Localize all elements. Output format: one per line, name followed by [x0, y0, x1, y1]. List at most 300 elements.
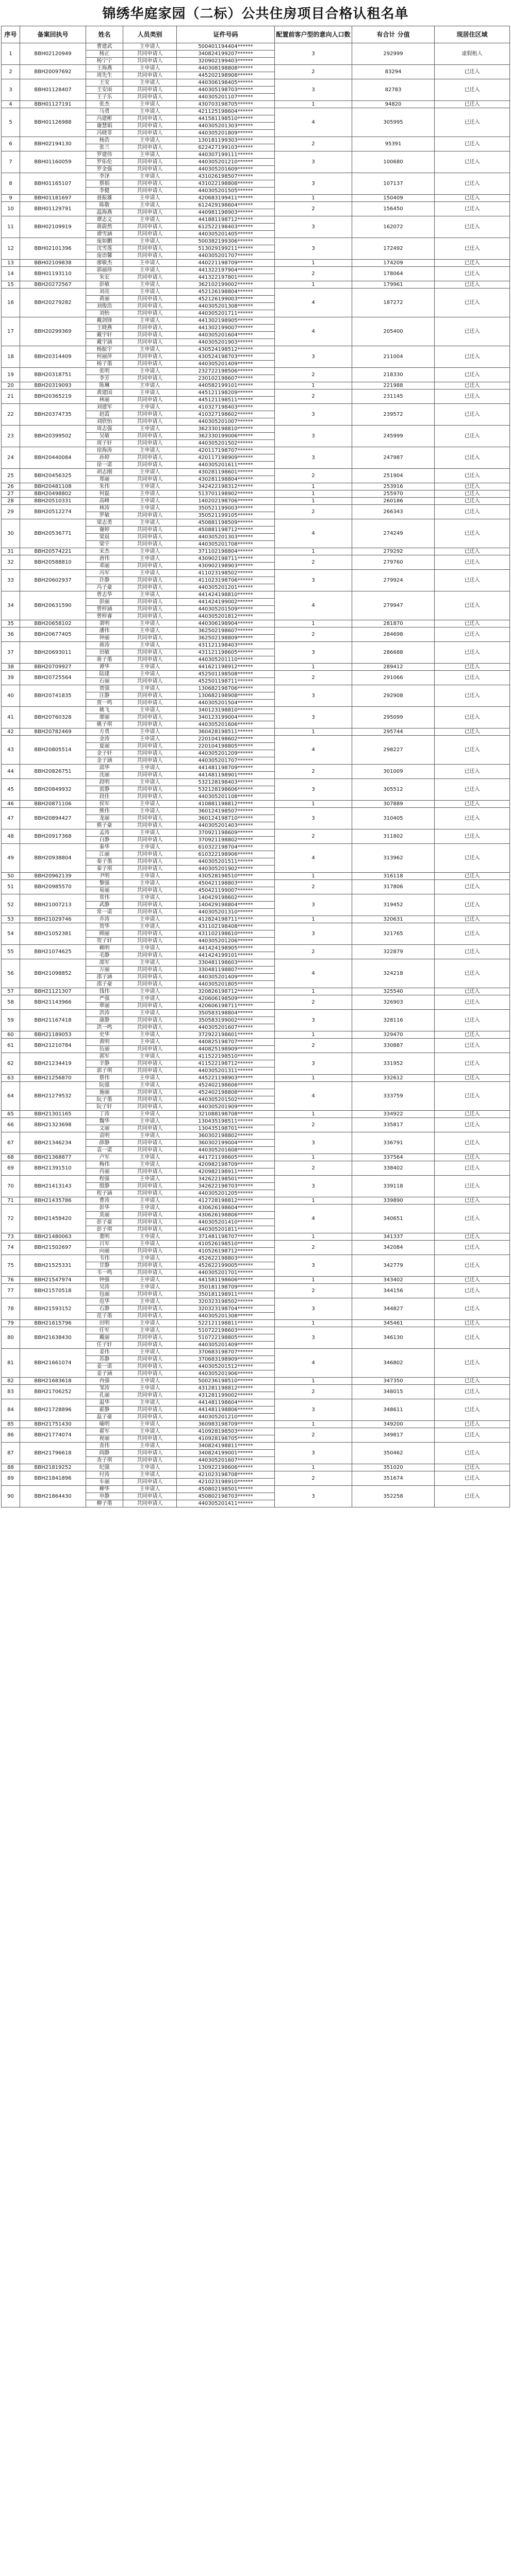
- name-cell: 沈丽: [86, 772, 123, 779]
- record-number-cell: BBH20602937: [20, 570, 86, 591]
- id-number-cell: 440305201906******: [177, 1370, 275, 1378]
- residence-area-cell: 已迁入: [435, 591, 510, 620]
- record-number-cell: BBH21279532: [20, 1082, 86, 1111]
- person-type-cell: 共同申请人: [123, 1269, 177, 1277]
- person-type-cell: 共同申请人: [123, 94, 177, 101]
- id-number-cell: 420117198707******: [177, 447, 275, 454]
- person-type-cell: 共同申请人: [123, 909, 177, 916]
- residence-area-cell: 已迁入: [435, 382, 510, 389]
- household-count-cell: 1: [275, 1464, 352, 1471]
- score-cell: 289412: [352, 664, 435, 671]
- household-count-cell: 1: [275, 490, 352, 498]
- id-number-cell: 440305201405******: [177, 231, 275, 238]
- name-cell: 宋杰: [86, 548, 123, 555]
- person-type-cell: 共同申请人: [123, 563, 177, 570]
- score-cell: 321765: [352, 923, 435, 945]
- row-number-cell: 86: [2, 1428, 20, 1443]
- record-number-cell: BBH21480063: [20, 1233, 86, 1241]
- id-number-cell: 431281199002******: [177, 1392, 275, 1399]
- document-title: 锦绣华庭家园（二标）公共住房项目合格认租名单: [102, 6, 409, 22]
- name-cell: 苏静: [86, 1356, 123, 1363]
- name-cell: 罗敏: [86, 512, 123, 519]
- name-cell: 贾一鸣: [86, 700, 123, 707]
- name-cell: 伍丽: [86, 1046, 123, 1053]
- id-number-cell: 440305201409******: [177, 974, 275, 981]
- table-row: [2, 1421, 510, 1428]
- record-number-cell: BBH02109838: [20, 260, 86, 267]
- residence-area-cell: 已迁入: [435, 1241, 510, 1255]
- record-number-cell: BBH21052381: [20, 923, 86, 945]
- person-type-cell: 共同申请人: [123, 130, 177, 137]
- row-number-cell: 9: [2, 195, 20, 202]
- name-cell: 邵子豪: [86, 981, 123, 988]
- row-number-cell: 42: [2, 728, 20, 736]
- record-number-cell: BBH20456325: [20, 469, 86, 483]
- record-number-cell: BBH20871106: [20, 801, 86, 808]
- row-number-cell: 21: [2, 389, 20, 404]
- row-number-cell: 47: [2, 808, 20, 829]
- table-row: [2, 1176, 510, 1183]
- person-type-cell: 共同申请人: [123, 527, 177, 534]
- residence-area-cell: 已迁入: [435, 1277, 510, 1284]
- table-row: [2, 1327, 510, 1334]
- score-cell: 339890: [352, 1197, 435, 1205]
- residence-area-cell: 已迁入: [435, 1197, 510, 1205]
- household-count-cell: 1: [275, 801, 352, 808]
- person-type-cell: 主申请人: [123, 1111, 177, 1118]
- name-cell: 沈雪莲: [86, 245, 123, 252]
- name-cell: 林丽: [86, 397, 123, 404]
- person-type-cell: 共同申请人: [123, 418, 177, 426]
- person-type-cell: 共同申请人: [123, 1067, 177, 1075]
- residence-area-cell: 已迁入: [435, 195, 510, 202]
- id-number-cell: 440305201701******: [177, 1269, 275, 1277]
- residence-area-cell: 已迁入: [435, 1255, 510, 1277]
- residence-area-cell: 已迁入: [435, 1471, 510, 1486]
- person-type-cell: 主申请人: [123, 548, 177, 555]
- name-cell: 冯子豪: [86, 584, 123, 591]
- id-number-cell: 320902199403******: [177, 58, 275, 65]
- record-number-cell: BBH21074625: [20, 945, 86, 959]
- name-cell: 查子琪: [86, 1457, 123, 1464]
- name-cell: 石丽: [86, 678, 123, 685]
- table-row: [2, 317, 510, 325]
- name-cell: 范子墨: [86, 1313, 123, 1320]
- name-cell: 王安雨: [86, 87, 123, 94]
- person-type-cell: 共同申请人: [123, 1104, 177, 1111]
- record-number-cell: BBH20272567: [20, 281, 86, 289]
- id-number-cell: 532128198403******: [177, 779, 275, 786]
- name-cell: 郑丽: [86, 476, 123, 483]
- id-number-cell: 410526198510******: [177, 1241, 275, 1248]
- id-number-cell: 440306198405******: [177, 79, 275, 87]
- record-number-cell: BBH21728896: [20, 1399, 86, 1421]
- residence-area-cell: 已迁入: [435, 173, 510, 195]
- household-count-cell: 2: [275, 628, 352, 642]
- id-number-cell: 450421199007******: [177, 887, 275, 894]
- score-cell: 348611: [352, 1399, 435, 1421]
- table-row: [2, 519, 510, 527]
- name-cell: 祝丽: [86, 1435, 123, 1443]
- household-count-cell: 3: [275, 1399, 352, 1421]
- table-row: [2, 1349, 510, 1356]
- id-number-cell: 130922198606******: [177, 1464, 275, 1471]
- residence-area-cell: 已迁入: [435, 389, 510, 404]
- row-number-cell: 61: [2, 1039, 20, 1053]
- table-row: [2, 873, 510, 880]
- id-number-cell: 440305201909******: [177, 1104, 275, 1111]
- score-cell: 329470: [352, 1031, 435, 1039]
- name-cell: 覃丽: [86, 1003, 123, 1010]
- row-number-cell: 33: [2, 570, 20, 591]
- person-type-cell: 主申请人: [123, 570, 177, 577]
- household-count-cell: 3: [275, 404, 352, 426]
- score-cell: 247987: [352, 447, 435, 469]
- name-cell: 汪静: [86, 692, 123, 700]
- name-cell: 洪一鸣: [86, 1024, 123, 1031]
- id-number-cell: 362102199002******: [177, 281, 275, 289]
- id-number-cell: 452622198803******: [177, 1255, 275, 1262]
- residence-area-cell: 已迁入: [435, 483, 510, 490]
- score-cell: 311802: [352, 829, 435, 844]
- id-number-cell: 410881198812******: [177, 801, 275, 808]
- record-number-cell: BBH20318751: [20, 368, 86, 382]
- row-number-cell: 54: [2, 923, 20, 945]
- name-cell: 杨宁宁: [86, 58, 123, 65]
- record-number-cell: BBH21593152: [20, 1298, 86, 1320]
- row-number-cell: 62: [2, 1053, 20, 1075]
- person-type-cell: 主申请人: [123, 1176, 177, 1183]
- table-row: [2, 829, 510, 837]
- household-count-cell: 3: [275, 685, 352, 707]
- name-cell: 赵霞: [86, 411, 123, 418]
- name-cell: 曹建武: [86, 43, 123, 50]
- row-number-cell: 32: [2, 555, 20, 570]
- score-cell: 341337: [352, 1233, 435, 1241]
- person-type-cell: 主申请人: [123, 707, 177, 714]
- id-number-cell: 321088198708******: [177, 1111, 275, 1118]
- name-cell: 潘伟: [86, 628, 123, 635]
- record-number-cell: BBH20498802: [20, 490, 86, 498]
- household-count-cell: 1: [275, 1378, 352, 1385]
- person-type-cell: 共同申请人: [123, 786, 177, 793]
- record-number-cell: BBH20440084: [20, 447, 86, 469]
- person-type-cell: 共同申请人: [123, 858, 177, 866]
- record-number-cell: BBH20962139: [20, 873, 86, 880]
- id-number-cell: 513029199211******: [177, 245, 275, 252]
- score-cell: 107137: [352, 173, 435, 195]
- id-number-cell: 431022198808******: [177, 180, 275, 188]
- id-number-cell: 500236198510******: [177, 1378, 275, 1385]
- person-type-cell: 共同申请人: [123, 411, 177, 418]
- household-count-cell: 3: [275, 707, 352, 728]
- person-type-cell: 主申请人: [123, 1010, 177, 1017]
- person-type-cell: 共同申请人: [123, 58, 177, 65]
- name-cell: 蔡娟: [86, 180, 123, 188]
- person-type-cell: 共同申请人: [123, 310, 177, 317]
- id-number-cell: 350521199105******: [177, 512, 275, 519]
- score-cell: 279760: [352, 555, 435, 570]
- score-cell: 348015: [352, 1385, 435, 1399]
- score-cell: 352258: [352, 1486, 435, 1507]
- person-type-cell: 主申请人: [123, 988, 177, 995]
- row-number-cell: 55: [2, 945, 20, 959]
- table-row: [2, 404, 510, 411]
- name-cell: 陈琳: [86, 382, 123, 389]
- id-number-cell: 420606198509******: [177, 995, 275, 1003]
- id-number-cell: 430902198903******: [177, 563, 275, 570]
- person-type-cell: 主申请人: [123, 1471, 177, 1479]
- residence-area-cell: 已迁入: [435, 801, 510, 808]
- household-count-cell: 1: [275, 988, 352, 995]
- table-row: [2, 101, 510, 108]
- row-number-cell: 41: [2, 707, 20, 728]
- table-row: [2, 1154, 510, 1161]
- record-number-cell: BBH20938804: [20, 844, 86, 873]
- name-cell: 段佳: [86, 793, 123, 801]
- table-row: [2, 1378, 510, 1385]
- id-number-cell: 410526198712******: [177, 1248, 275, 1255]
- name-cell: 赖明: [86, 945, 123, 952]
- id-number-cell: 450421198803******: [177, 880, 275, 887]
- id-number-cell: 431281198812******: [177, 1385, 275, 1392]
- person-type-cell: 主申请人: [123, 519, 177, 527]
- person-type-cell: 主申请人: [123, 628, 177, 635]
- id-number-cell: 362330199006******: [177, 433, 275, 440]
- id-number-cell: 441481198709******: [177, 765, 275, 772]
- table-row: [2, 151, 510, 159]
- person-type-cell: 主申请人: [123, 483, 177, 490]
- id-number-cell: 441481198901******: [177, 772, 275, 779]
- residence-area-cell: 已迁入: [435, 555, 510, 570]
- name-cell: 戴宇涵: [86, 339, 123, 346]
- id-number-cell: 440305201308******: [177, 303, 275, 310]
- residence-area-cell: 已迁入: [435, 469, 510, 483]
- row-number-cell: 48: [2, 829, 20, 844]
- name-cell: 梁宇: [86, 541, 123, 548]
- table-row: [2, 281, 510, 289]
- residence-area-cell: 已迁入: [435, 1039, 510, 1053]
- score-cell: 231145: [352, 389, 435, 404]
- score-cell: 239572: [352, 404, 435, 426]
- id-number-cell: 342622198501******: [177, 1176, 275, 1183]
- id-number-cell: 452501198508******: [177, 671, 275, 678]
- score-cell: 284698: [352, 628, 435, 642]
- score-cell: 325540: [352, 988, 435, 995]
- household-count-cell: 3: [275, 1053, 352, 1075]
- row-number-cell: 45: [2, 779, 20, 801]
- residence-area-cell: 已迁入: [435, 1082, 510, 1111]
- id-number-cell: 420982198911******: [177, 1168, 275, 1176]
- name-cell: 秦子琪: [86, 866, 123, 873]
- person-type-cell: 共同申请人: [123, 361, 177, 368]
- id-number-cell: 440305201604******: [177, 332, 275, 339]
- row-number-cell: 60: [2, 1031, 20, 1039]
- name-cell: 钟强: [86, 1277, 123, 1284]
- person-type-cell: 共同申请人: [123, 1212, 177, 1219]
- person-type-cell: 共同申请人: [123, 166, 177, 173]
- id-number-cell: 440305201809******: [177, 130, 275, 137]
- name-cell: 蔡伟: [86, 1075, 123, 1082]
- record-number-cell: BBH21819252: [20, 1464, 86, 1471]
- record-number-cell: BBH20693011: [20, 642, 86, 664]
- name-cell: 许静: [86, 577, 123, 584]
- id-number-cell: 440305198703******: [177, 87, 275, 94]
- score-cell: 347350: [352, 1378, 435, 1385]
- residence-area-cell: 已迁入: [435, 281, 510, 289]
- row-number-cell: 36: [2, 628, 20, 642]
- person-type-cell: 共同申请人: [123, 577, 177, 584]
- table-row: [2, 1486, 510, 1493]
- row-number-cell: 71: [2, 1197, 20, 1205]
- name-cell: 温子豪: [86, 1414, 123, 1421]
- person-type-cell: 主申请人: [123, 137, 177, 144]
- name-cell: 孙婷: [86, 454, 123, 462]
- household-count-cell: 1: [275, 1320, 352, 1327]
- person-type-cell: 共同申请人: [123, 353, 177, 361]
- residence-area-cell: 已迁入: [435, 1284, 510, 1298]
- id-number-cell: 140429198602******: [177, 894, 275, 902]
- record-number-cell: BBH20512274: [20, 505, 86, 519]
- name-cell: 孔丽: [86, 1392, 123, 1399]
- household-count-cell: 2: [275, 202, 352, 216]
- record-number-cell: BBH20677405: [20, 628, 86, 642]
- record-number-cell: BBH21570518: [20, 1284, 86, 1298]
- id-number-cell: 440305201410******: [177, 1219, 275, 1226]
- table-row: [2, 202, 510, 209]
- id-number-cell: 452126198804******: [177, 289, 275, 296]
- id-number-cell: 362330198810******: [177, 426, 275, 433]
- table-row: [2, 216, 510, 224]
- score-cell: 266343: [352, 505, 435, 519]
- score-cell: 251904: [352, 469, 435, 483]
- id-number-cell: 440305201509******: [177, 606, 275, 613]
- household-count-cell: 1: [275, 1031, 352, 1039]
- household-count-cell: 3: [275, 238, 352, 260]
- name-cell: 郭军: [86, 1053, 123, 1060]
- row-number-cell: 29: [2, 505, 20, 519]
- record-number-cell: BBH02109919: [20, 216, 86, 238]
- column-header: 配置前客户型的意向人口数: [275, 26, 352, 43]
- id-number-cell: 441621198912******: [177, 664, 275, 671]
- name-cell: 冯军: [86, 570, 123, 577]
- id-number-cell: 440307199111******: [177, 151, 275, 159]
- person-type-cell: 共同申请人: [123, 692, 177, 700]
- household-count-cell: 3: [275, 1327, 352, 1349]
- id-number-cell: 440305201611******: [177, 462, 275, 469]
- name-cell: 陈敬: [86, 202, 123, 209]
- record-number-cell: BBH20782469: [20, 728, 86, 736]
- person-type-cell: 共同申请人: [123, 512, 177, 519]
- id-number-cell: 440305201511******: [177, 858, 275, 866]
- household-count-cell: 3: [275, 151, 352, 173]
- person-type-cell: 主申请人: [123, 1298, 177, 1306]
- id-number-cell: 430524198512******: [177, 346, 275, 353]
- name-cell: 刘怡: [86, 310, 123, 317]
- score-cell: 291066: [352, 671, 435, 685]
- row-number-cell: 1: [2, 43, 20, 65]
- id-number-cell: 410928198503******: [177, 1428, 275, 1435]
- record-number-cell: BBH20658102: [20, 620, 86, 628]
- person-type-cell: 共同申请人: [123, 1262, 177, 1269]
- id-number-cell: 440308198808******: [177, 65, 275, 72]
- household-count-cell: 2: [275, 945, 352, 959]
- name-cell: 韦一鸣: [86, 1269, 123, 1277]
- id-number-cell: 441581198510******: [177, 115, 275, 123]
- person-type-cell: 共同申请人: [123, 245, 177, 252]
- name-cell: 贺子轩: [86, 938, 123, 945]
- score-cell: 333759: [352, 1082, 435, 1111]
- id-number-cell: 450802198703******: [177, 1493, 275, 1500]
- score-cell: 211004: [352, 346, 435, 368]
- name-cell: 庞如鹏: [86, 238, 123, 245]
- id-number-cell: 445121198511******: [177, 397, 275, 404]
- id-number-cell: 410928198705******: [177, 1435, 275, 1443]
- name-cell: 武静: [86, 902, 123, 909]
- person-type-cell: 共同申请人: [123, 123, 177, 130]
- household-count-cell: 3: [275, 79, 352, 101]
- person-type-cell: 共同申请人: [123, 440, 177, 447]
- table-row: [2, 43, 510, 50]
- person-type-cell: 共同申请人: [123, 700, 177, 707]
- person-type-cell: 共同申请人: [123, 209, 177, 216]
- id-number-cell: 612429198604******: [177, 202, 275, 209]
- residence-area-cell: 已迁入: [435, 1132, 510, 1154]
- record-number-cell: BBH21615796: [20, 1320, 86, 1327]
- person-type-cell: 共同申请人: [123, 50, 177, 58]
- person-type-cell: 共同申请人: [123, 1414, 177, 1421]
- residence-area-cell: 已迁入: [435, 79, 510, 101]
- residence-area-cell: 已迁入: [435, 779, 510, 801]
- id-number-cell: 130682198908******: [177, 692, 275, 700]
- row-number-cell: 44: [2, 765, 20, 779]
- household-count-cell: 4: [275, 289, 352, 317]
- id-number-cell: 440305201811******: [177, 1226, 275, 1233]
- table-row: [2, 1161, 510, 1168]
- id-number-cell: 522121198811******: [177, 1320, 275, 1327]
- row-number-cell: 77: [2, 1284, 20, 1298]
- household-count-cell: 3: [275, 1255, 352, 1277]
- name-cell: 戴宇轩: [86, 332, 123, 339]
- id-number-cell: 440305201707******: [177, 252, 275, 260]
- id-number-cell: 441322197904******: [177, 267, 275, 274]
- table-row: [2, 1464, 510, 1471]
- record-number-cell: BBH21143966: [20, 995, 86, 1010]
- person-type-cell: 共同申请人: [123, 902, 177, 909]
- score-cell: 298227: [352, 736, 435, 765]
- name-cell: 谢慧娟: [86, 123, 123, 130]
- name-cell: 尹明: [86, 873, 123, 880]
- id-number-cell: 441424198810******: [177, 591, 275, 599]
- row-number-cell: 10: [2, 202, 20, 216]
- household-count-cell: 3: [275, 1176, 352, 1197]
- name-cell: 阎静: [86, 1450, 123, 1457]
- residence-area-cell: 已迁入: [435, 916, 510, 923]
- name-cell: 熊伟: [86, 808, 123, 815]
- row-number-cell: 68: [2, 1154, 20, 1161]
- name-cell: 唐伟: [86, 555, 123, 563]
- name-cell: 周志强: [86, 426, 123, 433]
- person-type-cell: 共同申请人: [123, 837, 177, 844]
- person-type-cell: 共同申请人: [123, 714, 177, 721]
- record-number-cell: BBH20481108: [20, 483, 86, 490]
- residence-area-cell: 已迁入: [435, 1118, 510, 1132]
- table-row: [2, 1320, 510, 1327]
- table-body: [2, 43, 510, 1507]
- household-count-cell: 2: [275, 267, 352, 281]
- id-number-cell: 421125198604******: [177, 108, 275, 115]
- household-count-cell: 2: [275, 1428, 352, 1443]
